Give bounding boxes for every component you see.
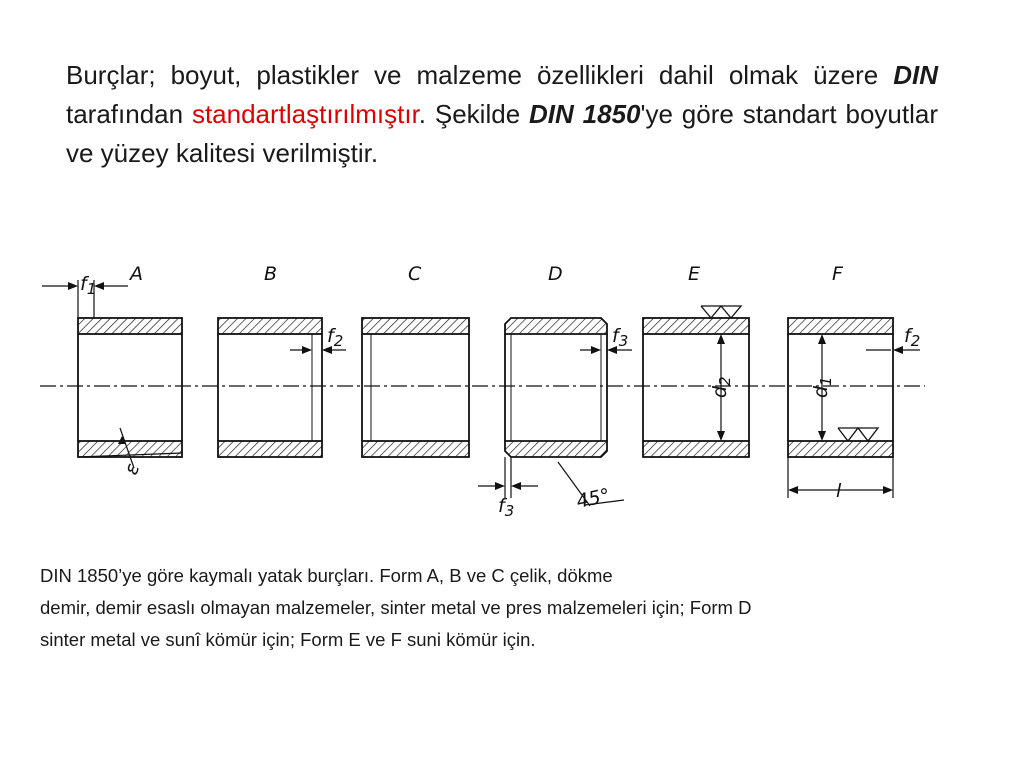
caption-line-2: demir, demir esaslı olmayan malzemeler, sinter metal ve pres malzemeleri için; Form D <box>40 597 752 618</box>
bushing-form-a <box>78 318 182 457</box>
bushing-form-c <box>362 318 469 457</box>
dim-f2-form-b: $f_2$ <box>327 325 344 350</box>
dim-epsilon: ε <box>120 460 145 478</box>
bushing-form-f <box>788 318 893 457</box>
figure-caption <box>40 560 1000 656</box>
bushing-form-b <box>218 318 322 457</box>
form-label-f: F <box>832 263 843 285</box>
dim-d2: $d_2$ <box>709 376 734 398</box>
form-label-c: C <box>408 263 422 285</box>
dim-f3-form-d: $f_3$ <box>612 325 629 350</box>
caption-line-3: sinter metal ve sunî kömür için; Form E ve F suni kömür için. <box>40 629 536 650</box>
intro-din-1850: DIN 1850 <box>529 99 641 129</box>
caption-line-1: DIN 1850’ye göre kaymalı yatak burçları. Form A, B ve C çelik, dökme <box>40 565 613 586</box>
intro-text-4: 'ye göre standart boyutlar ve yüzey kalitesi verilmiştir. <box>66 99 939 168</box>
intro-text-1: Burçlar; boyut, plastikler ve malzeme özellikleri dahil olmak üzere <box>66 60 894 90</box>
intro-text-3: . Şekilde <box>418 99 530 129</box>
surface-finish-symbol-f <box>838 428 878 441</box>
arrowheads <box>68 282 903 494</box>
intro-din: DIN <box>893 60 938 90</box>
dim-angle-45: 45° <box>574 484 612 513</box>
dim-f1: $f_1$ <box>80 273 97 298</box>
intro-paragraph <box>66 56 938 173</box>
form-label-b: B <box>264 263 278 285</box>
surface-finish-symbol <box>701 306 741 318</box>
dim-d1: $d_1$ <box>810 376 835 398</box>
form-label-e: E <box>688 263 701 285</box>
dim-f2-form-f: $f_2$ <box>904 325 921 350</box>
form-label-d: D <box>548 263 563 285</box>
intro-text-2: tarafından <box>66 99 192 129</box>
dim-f3-form-d-bottom: $f_3$ <box>498 495 515 520</box>
bushing-form-d <box>505 318 607 457</box>
bushing-figure <box>0 250 1024 530</box>
form-label-a: A <box>130 263 143 285</box>
dim-l: l <box>836 480 842 502</box>
intro-highlight: standartlaştırılmıştır <box>191 99 419 129</box>
